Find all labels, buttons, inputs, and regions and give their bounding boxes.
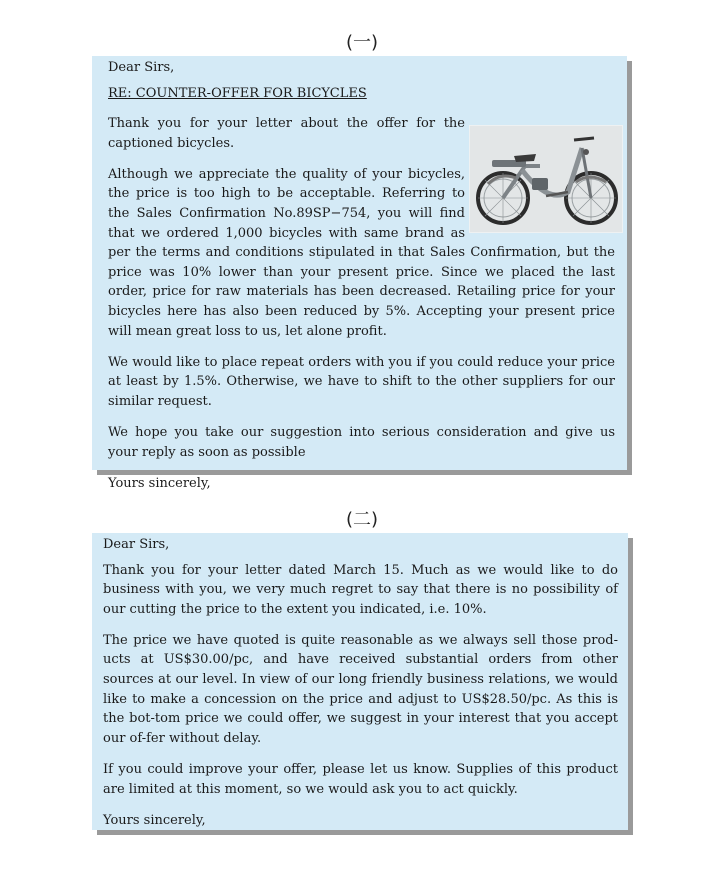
bicycle-image: [469, 125, 623, 233]
letter-1-paragraph-4: We hope you take our suggestion into serious consideration and give us your reply as soon as possible: [108, 425, 615, 460]
letter-1-salutation: Dear Sirs,: [108, 60, 175, 75]
letter-1-box: [92, 56, 627, 491]
letter-1-heading: (一): [345, 32, 379, 53]
letter-1-subject: RE: COUNTER-OFFER FOR BICYCLES: [108, 85, 367, 101]
letter-2-paragraph-2: The price we have quoted is quite reasonable as we always sell those prod-ucts at US$30.00/pc, and have received substantial orders from other sources at our level. In view of our long friendly business relations, we would like to make a concession on the price and adjust to US$28.50/pc. As this is the bot-tom price we could offer, we suggest in your interest that you accept our of-fer without delay.: [103, 632, 618, 746]
letter-1-paragraph-3: We would like to place repeat orders with you if you could reduce your price at least by 1.5%. Otherwise, we have to shift to the other suppliers for our similar request.: [108, 354, 615, 409]
letter-2-box: [92, 533, 628, 830]
letter-2-paragraph-3: If you could improve your offer, please let us know. Supplies of this product are limited at this moment, so we would ask you to act quickly.: [103, 761, 618, 797]
letter-1-paragraph-1: Thank you for your letter about the offer for the captioned bicycles.: [108, 116, 465, 151]
letter-1-paragraph-2: Although we appreciate the quality of your bicycles, the price is too high to be acceptable. Referring to the Sales Confirmation No.89SP−754, you will find that we ordered 1,000 bicycles with same brand as per the terms and conditions stipulated in that Sales Confirmation, but the price was 10% lower than your present price. Since we placed the last order, price for raw materials has been decreased. Retailing price for your bicycles here has also been reduced by 5%. Accepting your present price will mean great loss to us, let alone profit.: [108, 166, 615, 339]
letter-1-closing: Yours sincerely,: [108, 475, 211, 491]
bicycle-icon: [470, 126, 622, 232]
letter-2-salutation: Dear Sirs,: [103, 537, 170, 552]
letter-2-paragraph-1: Thank you for your letter dated March 15. Much as we would like to do business with you, we very much regret to say that there is no possibility of our cutting the price to the extent you indicated, i.e. 10%.: [103, 562, 618, 617]
letter-2-heading: (二): [345, 509, 379, 530]
letter-2-closing: Yours sincerely,: [103, 812, 206, 828]
